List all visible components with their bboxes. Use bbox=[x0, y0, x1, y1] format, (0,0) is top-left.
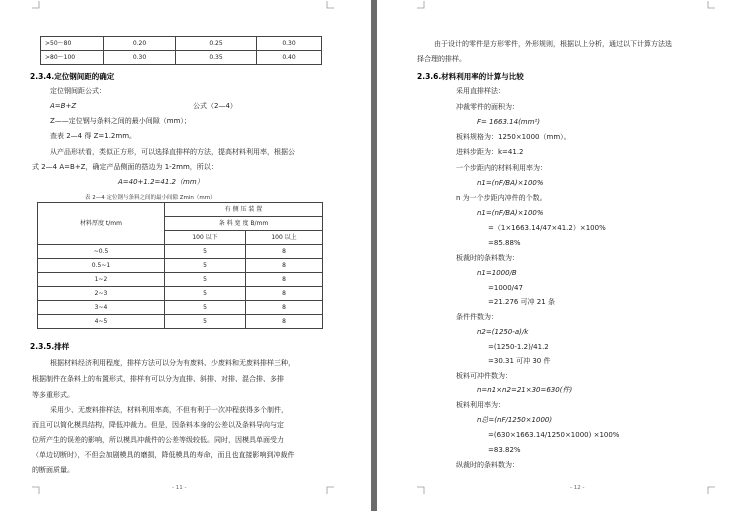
crop-mark-icon bbox=[417, 1, 425, 9]
text-line: 8 bbox=[246, 259, 323, 273]
page-number: - 12 - bbox=[570, 485, 585, 491]
crop-mark-icon bbox=[32, 486, 40, 494]
text-line: 0.30 bbox=[104, 51, 176, 65]
text-line: ~0.5 bbox=[38, 245, 165, 259]
text-line: 纵裁时的条料数为： bbox=[456, 461, 519, 469]
text-line: >50～80‌ bbox=[41, 37, 104, 51]
text-line: 0.25 bbox=[176, 37, 257, 51]
crop-mark-icon bbox=[326, 1, 334, 9]
text-line: 2~3 bbox=[38, 287, 165, 301]
table-row bbox=[38, 259, 323, 273]
text-line: 5 bbox=[165, 259, 246, 273]
text-line: 板料可冲件数为： bbox=[456, 372, 512, 380]
text-line: 8 bbox=[246, 273, 323, 287]
text-line: n 为一个步距内冲件的个数。 bbox=[456, 194, 547, 202]
text-line: 条 料 宽 度 B/mm bbox=[165, 217, 323, 231]
text-line: 0.40 bbox=[257, 51, 322, 65]
section-heading-2-3-4: 2.3.4.定位钢间距的确定 bbox=[30, 72, 115, 81]
text-line: 的断面质量。 bbox=[32, 466, 74, 474]
table-row bbox=[41, 37, 322, 51]
table-caption: 表 2—4 定位钢与条料之间的最小间隙 Zmin（mm） bbox=[85, 195, 216, 201]
text-line: >80～100 bbox=[41, 51, 104, 65]
text-line: 5 bbox=[165, 315, 246, 329]
text-line: =30.31 可冲 30 件 bbox=[488, 357, 551, 365]
text-line: 式 2—4 A=B+Z，确定产品侧面的搭边为 1-2mm，所以： bbox=[32, 163, 218, 171]
text-line: 材料厚度 t/mm bbox=[38, 203, 165, 245]
text-line: 5 bbox=[165, 287, 246, 301]
text-line: 板料利用率为： bbox=[456, 401, 505, 409]
text-line: 位所产生的误差的影响，所以模具冲裁件的公差等级较低。同时，因模具单面受力 bbox=[32, 436, 284, 444]
text-line: =(630×1663.14/1250×1000) ×100% bbox=[488, 431, 620, 439]
text-line: （单边切断时），不但会加剧模具的磨损，降低模具的寿命，而且也直接影响到冲裁件 bbox=[32, 451, 295, 459]
text-line: 1~2 bbox=[38, 273, 165, 287]
table-row bbox=[38, 315, 323, 329]
text-line: n1=(nF/BA)×100% bbox=[477, 179, 544, 187]
text-line: 5 bbox=[165, 301, 246, 315]
text-line: 等多重形式。 bbox=[32, 391, 74, 399]
text-line: 冲裁零件的面积为： bbox=[456, 103, 519, 111]
text-line: 根据材料经济利用程度，排样方法可以分为有废料、少废料和无废料排样三种， bbox=[50, 359, 295, 367]
text-line: n总=(nF/1250×1000) bbox=[477, 416, 553, 424]
text-line: 定位钢间距公式： bbox=[50, 87, 106, 95]
text-line: F= 1663.14(mm²) bbox=[477, 118, 540, 126]
gap-table bbox=[37, 202, 323, 329]
text-line: 5 bbox=[165, 273, 246, 287]
text-line: =85.88% bbox=[488, 239, 521, 247]
section-heading-2-3-6: 2.3.6.材料利用率的计算与比较 bbox=[417, 72, 524, 81]
left-page bbox=[0, 0, 371, 511]
table-row bbox=[38, 203, 323, 217]
text-line: n=n1×n2=21×30=630(件) bbox=[477, 386, 573, 394]
text-line: =1000/47 bbox=[488, 284, 523, 292]
text-line: =83.82% bbox=[488, 446, 521, 454]
text-line: =21.276 可冲 21 条 bbox=[488, 298, 555, 306]
text-line: 0.20 bbox=[104, 37, 176, 51]
page-number: - 11 - bbox=[172, 485, 187, 491]
text-line: 8 bbox=[246, 301, 323, 315]
text-line: =(1250-1.2)/41.2 bbox=[488, 343, 549, 351]
text-line: 进料步距为：k=41.2 bbox=[456, 148, 524, 156]
right-page bbox=[377, 0, 747, 511]
text-line: 一个步距内的材料利用率为： bbox=[456, 164, 547, 172]
table-row bbox=[38, 245, 323, 259]
text-line: 有 侧 压 装 置 bbox=[165, 203, 323, 217]
text-line: 择合理的排样。 bbox=[417, 55, 466, 63]
text-line: 5 bbox=[165, 245, 246, 259]
text-line: 由于设计的零件是方形零件，外形规则，根据以上分析，通过以下计算方法选 bbox=[434, 40, 672, 48]
text-line: n2=(1250-a)/k bbox=[477, 328, 529, 336]
text-line: 板裁时的条料数为： bbox=[456, 254, 519, 262]
text-line: 100 以下 bbox=[165, 231, 246, 245]
text-line: 8 bbox=[246, 287, 323, 301]
crop-mark-icon bbox=[707, 486, 715, 494]
text-line: 8 bbox=[246, 315, 323, 329]
section-heading-2-3-5: 2.3.5.排样 bbox=[30, 342, 70, 351]
text-line: 100 以上 bbox=[246, 231, 323, 245]
text-line: 公式（2—4） bbox=[193, 102, 237, 110]
text-line: 查表 2—4 得 Z=1.2mm。 bbox=[50, 132, 137, 140]
text-line: Z——定位钢与条料之间的最小间隙（mm）； bbox=[50, 117, 191, 125]
text-line: n1=(nF/BA)×100% bbox=[477, 209, 544, 217]
text-line: 0.30 bbox=[257, 37, 322, 51]
text-line: 采用直排样法： bbox=[456, 87, 505, 95]
text-line: 0.35 bbox=[176, 51, 257, 65]
text-line: 采用少、无废料排样法，材料利用率高，不但有利于一次冲程获得多个制件， bbox=[50, 406, 288, 414]
text-line: A=B+Z bbox=[50, 102, 77, 110]
crop-mark-icon bbox=[417, 486, 425, 494]
table-row bbox=[38, 287, 323, 301]
table-row bbox=[41, 51, 322, 65]
text-line: n1=1000/B bbox=[477, 269, 517, 277]
table-row bbox=[38, 301, 323, 315]
crop-mark-icon bbox=[32, 1, 40, 9]
text-line: 条件件数为： bbox=[456, 313, 498, 321]
text-line: 8 bbox=[246, 245, 323, 259]
table-row bbox=[38, 273, 323, 287]
text-line: 而且可以简化模具结构，降低冲裁力。但是，因条料本身的公差以及条料导向与定 bbox=[32, 421, 284, 429]
text-line: 3~4 bbox=[38, 301, 165, 315]
text-line: =（1×1663.14/47×41.2）×100% bbox=[488, 224, 606, 232]
text-line: 板料规格为：1250×1000（mm）。 bbox=[456, 133, 571, 141]
text-line: 根据制件在条料上的布置形式，排样有可以分为直排、斜排、对排、混合排、多排 bbox=[32, 375, 284, 383]
crop-mark-icon bbox=[707, 1, 715, 9]
text-line: 4~5 bbox=[38, 315, 165, 329]
crop-mark-icon bbox=[326, 486, 334, 494]
top-table bbox=[40, 36, 322, 65]
text-line: 从产品形状看，类似正方形，可以选择直排样的方法，提高材料利用率，根据公 bbox=[50, 148, 295, 156]
text-line: A=40+1.2=41.2（mm） bbox=[118, 178, 204, 186]
text-line: 0.5~1 bbox=[38, 259, 165, 273]
